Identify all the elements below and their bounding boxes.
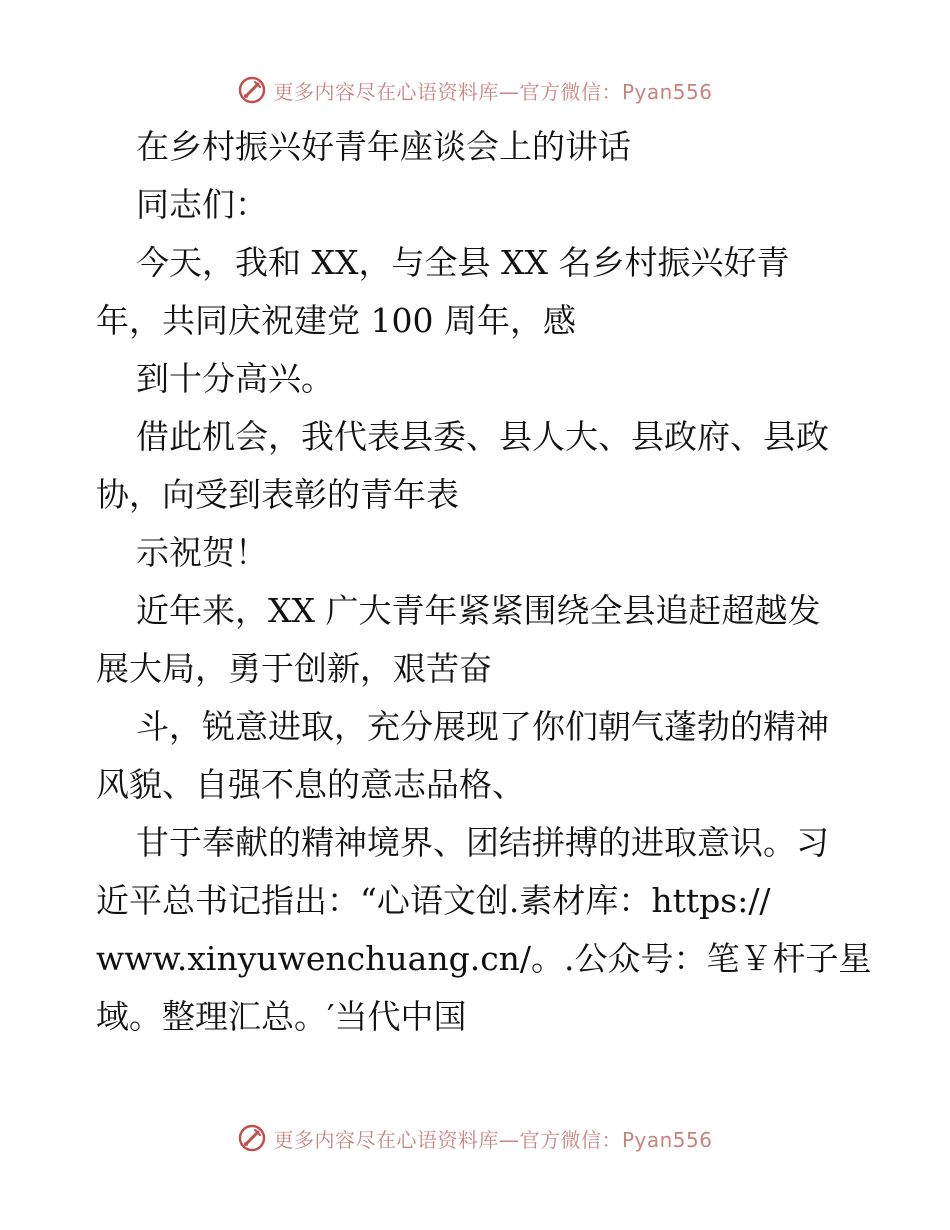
text-line: 域。整理汇总。′当代中国: [96, 997, 467, 1036]
text-line: 同志们：: [136, 185, 268, 224]
text-line: 在乡村振兴好青年座谈会上的讲话: [136, 127, 631, 166]
text-line: 年，共同庆祝建党 100 周年，感: [96, 301, 576, 340]
text-line: 近平总书记指出：“心语文创.素材库：https://: [96, 881, 771, 920]
text-line: 今天，我和 XX，与全县 XX 名乡村振兴好青: [136, 243, 790, 282]
document-body: [96, 118, 872, 1046]
text-line: 斗，锐意进取，充分展现了你们朝气蓬勃的精神: [136, 707, 829, 746]
text-line: www.xinyuwenchuang.cn/。.公众号：笔￥杆子星: [96, 939, 872, 978]
text-line: 协，向受到表彰的青年表: [96, 475, 459, 514]
text-line: 借此机会，我代表县委、县人大、县政府、县政: [136, 417, 829, 456]
watermark-text: 更多内容尽在心语资料库—官方微信：Pyan556: [273, 79, 713, 104]
text-line: 风貌、自强不息的意志品格、: [96, 765, 525, 804]
text-line: 到十分高兴。: [136, 359, 334, 398]
text-line: 展大局，勇于创新，艰苦奋: [96, 649, 492, 688]
text-line: 示祝贺！: [136, 533, 268, 572]
brush-logo-icon: [237, 1123, 267, 1153]
watermark-text: 更多内容尽在心语资料库—官方微信：Pyan556: [273, 1127, 713, 1152]
text-line: 近年来，XX 广大青年紧紧围绕全县追赶超越发: [136, 591, 821, 630]
brush-logo-icon: [237, 75, 267, 105]
footer-watermark: [0, 1118, 950, 1158]
header-watermark: [0, 70, 950, 110]
text-line: 甘于奉献的精神境界、团结拼搏的进取意识。习: [136, 823, 829, 862]
